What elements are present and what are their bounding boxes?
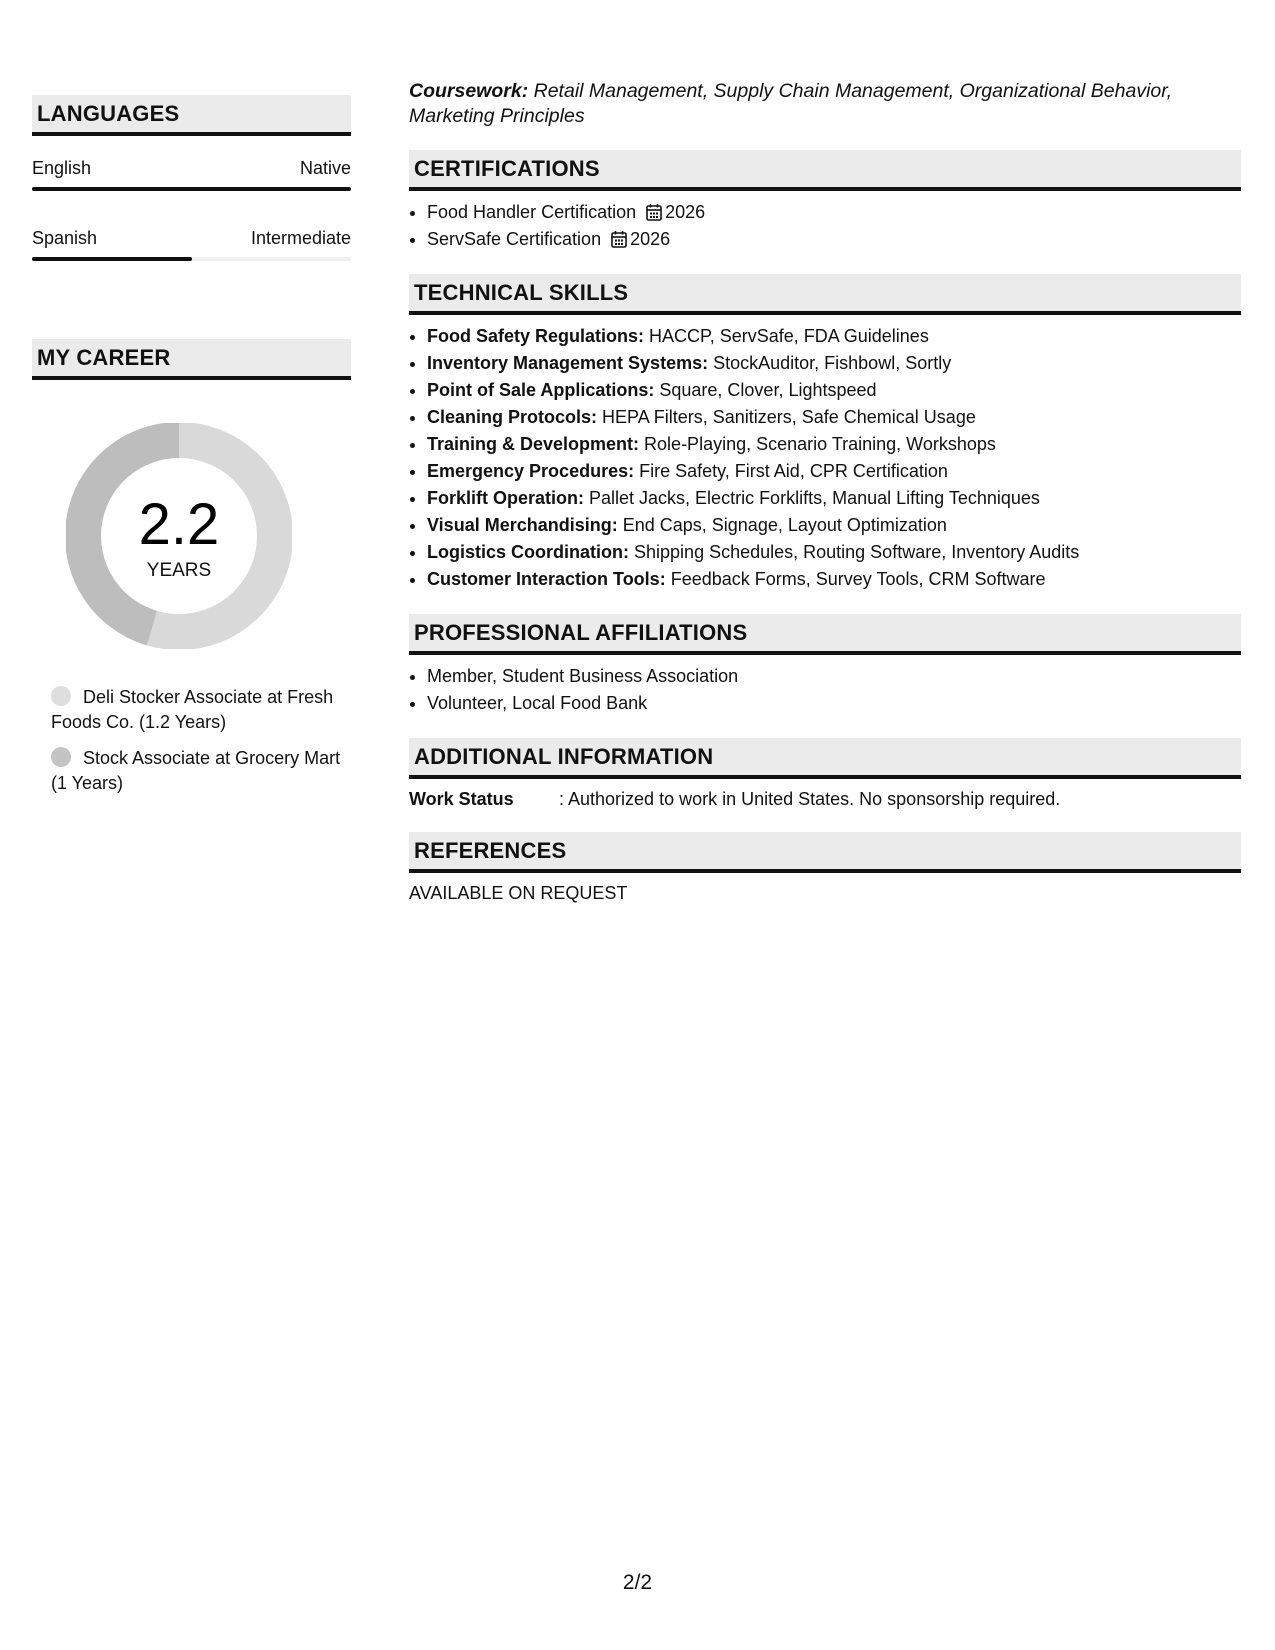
skill-values: StockAuditor, Fishbowl, Sortly bbox=[713, 353, 952, 373]
skill-category: Food Safety Regulations: bbox=[427, 326, 645, 346]
skill-category: Visual Merchandising: bbox=[427, 515, 618, 535]
skill-item bbox=[427, 350, 1241, 377]
skill-values: Role-Playing, Scenario Training, Workshops bbox=[644, 434, 996, 454]
language-proficiency-bar bbox=[32, 187, 351, 191]
legend-dot-icon bbox=[51, 686, 71, 706]
certification-year: 2026 bbox=[665, 202, 706, 222]
career-item bbox=[51, 685, 351, 735]
certification-name: ServSafe Certification bbox=[427, 229, 602, 249]
work-status-label: Work Status bbox=[409, 789, 514, 809]
languages-list bbox=[32, 156, 351, 261]
legend-dot-icon bbox=[51, 747, 71, 767]
skill-item bbox=[427, 485, 1241, 512]
skill-item bbox=[427, 404, 1241, 431]
career-total-unit: YEARS bbox=[146, 560, 212, 581]
skill-category: Training & Development: bbox=[427, 434, 640, 454]
technical-skills-list bbox=[409, 323, 1241, 593]
certification-item bbox=[427, 199, 1241, 226]
language-level: Native bbox=[299, 158, 351, 178]
skill-values: Feedback Forms, Survey Tools, CRM Software bbox=[670, 569, 1046, 589]
affiliations-heading: PROFESSIONAL AFFILIATIONS bbox=[409, 614, 1241, 655]
language-proficiency-fill bbox=[32, 257, 192, 261]
language-name: English bbox=[32, 158, 92, 178]
references-text: AVAILABLE ON REQUEST bbox=[409, 883, 628, 903]
skill-values: Shipping Schedules, Routing Software, Inventory Audits bbox=[634, 542, 1080, 562]
certifications-heading: CERTIFICATIONS bbox=[409, 150, 1241, 191]
career-total-value: 2.2 bbox=[138, 492, 220, 557]
language-name: Spanish bbox=[32, 228, 98, 248]
right-column bbox=[409, 79, 1241, 905]
affiliations-list bbox=[409, 663, 1241, 717]
skill-category: Inventory Management Systems: bbox=[427, 353, 709, 373]
skill-values: Square, Clover, Lightspeed bbox=[659, 380, 877, 400]
language-item bbox=[32, 226, 351, 261]
calendar-icon bbox=[646, 203, 662, 221]
skill-category: Forklift Operation: bbox=[427, 488, 584, 508]
coursework-text: Retail Management, Supply Chain Management, Organizational Behavior, Marketing Principles bbox=[409, 80, 1173, 127]
skill-item bbox=[427, 539, 1241, 566]
skill-category: Customer Interaction Tools: bbox=[427, 569, 666, 589]
career-donut-chart bbox=[66, 423, 292, 649]
skill-item bbox=[427, 431, 1241, 458]
skill-category: Emergency Procedures: bbox=[427, 461, 635, 481]
certifications-list bbox=[409, 199, 1241, 253]
skill-values: Pallet Jacks, Electric Forklifts, Manual Lifting Techniques bbox=[589, 488, 1040, 508]
career-item-label: Stock Associate at Grocery Mart (1 Years) bbox=[51, 748, 341, 793]
skill-item bbox=[427, 377, 1241, 404]
technical-skills-heading: TECHNICAL SKILLS bbox=[409, 274, 1241, 315]
skill-category: Point of Sale Applications: bbox=[427, 380, 655, 400]
career-item-label: Deli Stocker Associate at Fresh Foods Co. (1.2 Years) bbox=[51, 687, 334, 732]
language-level: Intermediate bbox=[250, 228, 351, 248]
skill-item bbox=[427, 458, 1241, 485]
career-list bbox=[32, 685, 351, 796]
skill-category: Cleaning Protocols: bbox=[427, 407, 598, 427]
certification-year: 2026 bbox=[630, 229, 671, 249]
skill-item bbox=[427, 512, 1241, 539]
skill-item bbox=[427, 323, 1241, 350]
certification-item bbox=[427, 226, 1241, 253]
skill-values: End Caps, Signage, Layout Optimization bbox=[622, 515, 947, 535]
skill-values: HEPA Filters, Sanitizers, Safe Chemical Usage bbox=[602, 407, 976, 427]
affiliation-item: • Volunteer, Local Food Bank bbox=[427, 690, 1241, 717]
language-proficiency-bar bbox=[32, 257, 351, 261]
coursework-label: Coursework: bbox=[409, 80, 529, 102]
work-status-row bbox=[409, 787, 1241, 811]
language-proficiency-fill bbox=[32, 187, 351, 191]
coursework bbox=[409, 79, 1241, 129]
language-item bbox=[32, 156, 351, 191]
skill-category: Logistics Coordination: bbox=[427, 542, 629, 562]
skill-values: HACCP, ServSafe, FDA Guidelines bbox=[649, 326, 929, 346]
career-heading: MY CAREER bbox=[32, 339, 351, 380]
page-number: 2/2 bbox=[622, 1571, 653, 1594]
work-status-value: : Authorized to work in United States. No sponsorship required. bbox=[559, 789, 1061, 809]
calendar-icon bbox=[611, 230, 627, 248]
references-heading: REFERENCES bbox=[409, 832, 1241, 873]
skill-values: Fire Safety, First Aid, CPR Certification bbox=[639, 461, 948, 481]
left-column bbox=[32, 95, 351, 796]
career-item bbox=[51, 746, 351, 796]
additional-info-heading: ADDITIONAL INFORMATION bbox=[409, 738, 1241, 779]
affiliation-item: • Member, Student Business Association bbox=[427, 663, 1241, 690]
skill-item bbox=[427, 566, 1241, 593]
languages-heading: LANGUAGES bbox=[32, 95, 351, 136]
certification-name: Food Handler Certification bbox=[427, 202, 637, 222]
